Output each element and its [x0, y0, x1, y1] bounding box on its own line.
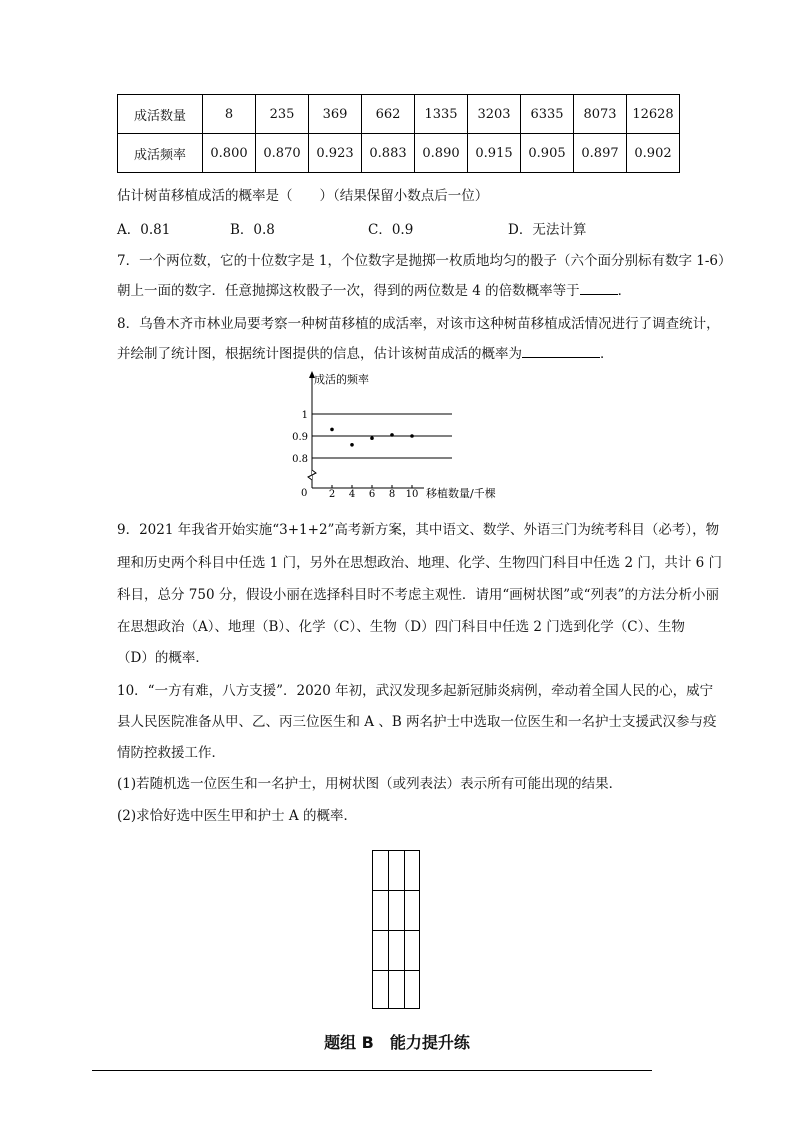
writing-grid [372, 850, 422, 1010]
table-cell: 3203 [468, 95, 521, 134]
q10-line3: 情防控救援工作． [117, 745, 225, 761]
table-cell: 0.897 [574, 134, 627, 173]
table-cell: 0.915 [468, 134, 521, 173]
q9-line3: 科目，总分 750 分，假设小丽在选择科目时不考虑主观性．请用“画树状图”或“列表”的方法分析小丽 [117, 587, 719, 603]
survival-rate-chart [280, 368, 510, 508]
q8-end: ． [600, 346, 614, 362]
q7-line2 [117, 279, 631, 299]
q10-line2: 县人民医院准备从甲、乙、丙三位医生和 A 、B 两名护士中选取一位医生和一名护士支援武汉参与疫 [117, 714, 717, 730]
q6-stem: 估计树苗移植成活的概率是（ ）（结果保留小数点后一位） [117, 188, 489, 204]
q6-option-c: C．0.9 [368, 222, 414, 238]
table-cell: 1335 [415, 95, 468, 134]
q7-line1: 7．一个两位数，它的十位数字是 1，个位数字是抛掷一枚质地均匀的骰子（六个面分别标有数字 1-6） [117, 253, 732, 269]
origin-label: 0 [301, 488, 308, 499]
x-tick-label: 6 [368, 489, 376, 500]
table-cell: 0.890 [415, 134, 468, 173]
answer-blank [580, 282, 618, 295]
q6-option-d: D．无法计算 [508, 222, 587, 238]
q9-line1: 9．2021 年我省开始实施“3+1+2”高考新方案，其中语文、数学、外语三门为统考科目（必考），物 [117, 522, 720, 538]
x-tick-label: 10 [405, 489, 419, 500]
q10-part2: (2)求恰好选中医生甲和护士 A 的概率． [117, 808, 357, 824]
data-point [390, 433, 394, 437]
section-heading: 题组 B 能力提升练 [324, 1033, 470, 1052]
q8-text: 并绘制了统计图，根据统计图提供的信息，估计该树苗成活的概率为 [117, 346, 522, 362]
y-tick-label: 0.9 [292, 432, 308, 443]
x-tick-label: 4 [348, 489, 356, 500]
table-row-label: 成活频率 [118, 134, 203, 173]
table-cell: 0.923 [309, 134, 362, 173]
table-row [118, 95, 680, 134]
q10-line1: 10．“一方有难，八方支援”．2020 年初，武汉发现多起新冠肺炎病例，牵动着全国人民的心，威宁 [117, 683, 714, 699]
y-tick-label: 1 [301, 410, 308, 421]
data-point [330, 428, 334, 432]
q6-option-b: B．0.8 [230, 222, 275, 238]
q9-line2: 理和历史两个科目中任选 1 门，另外在思想政治、地理、化学、生物四门科目中任选 2 门，共计 6 门 [117, 555, 723, 571]
x-tick-label: 2 [328, 489, 336, 500]
divider [92, 1070, 652, 1071]
table-cell: 0.800 [203, 134, 256, 173]
table-cell: 0.902 [627, 134, 680, 173]
table-row-label: 成活数量 [118, 95, 203, 134]
y-axis-label: 成活的频率 [314, 373, 369, 386]
table-cell: 0.905 [521, 134, 574, 173]
table-cell: 6335 [521, 95, 574, 134]
q10-part1: (1)若随机选一位医生和一名护士，用树状图（或列表法）表示所有可能出现的结果． [117, 776, 623, 792]
table-cell: 369 [309, 95, 362, 134]
data-point [370, 436, 374, 440]
x-axis-label: 移植数量/千棵 [426, 487, 496, 500]
x-tick-label: 8 [388, 489, 396, 500]
table-cell: 12628 [627, 95, 680, 134]
data-point [410, 434, 414, 438]
table-cell: 0.870 [256, 134, 309, 173]
q7-text: 朝上一面的数字．任意抛掷这枚骰子一次，得到的两位数是 4 的倍数概率等于 [117, 283, 580, 299]
table-cell: 8 [203, 95, 256, 134]
q9-line5: （D）的概率． [117, 650, 209, 666]
table-cell: 8073 [574, 95, 627, 134]
table-cell: 235 [256, 95, 309, 134]
table-cell: 0.883 [362, 134, 415, 173]
q8-line1: 8．乌鲁木齐市林业局要考察一种树苗移植的成活率，对该市这种树苗移植成活情况进行了调查统计， [117, 316, 720, 332]
axis-break [308, 470, 316, 480]
y-tick-label: 0.8 [292, 454, 308, 465]
answer-blank [522, 345, 600, 358]
q6-option-a: A．0.81 [117, 222, 171, 238]
table-cell: 662 [362, 95, 415, 134]
q8-line2 [117, 342, 614, 362]
table-row [118, 134, 680, 173]
survival-table [117, 94, 680, 173]
q9-line4: 在思想政治（A）、地理（B）、化学（C）、生物（D）四门科目中任选 2 门选到化学（C）、生物 [117, 619, 685, 635]
data-point [350, 443, 354, 447]
q7-end: ． [617, 283, 632, 299]
